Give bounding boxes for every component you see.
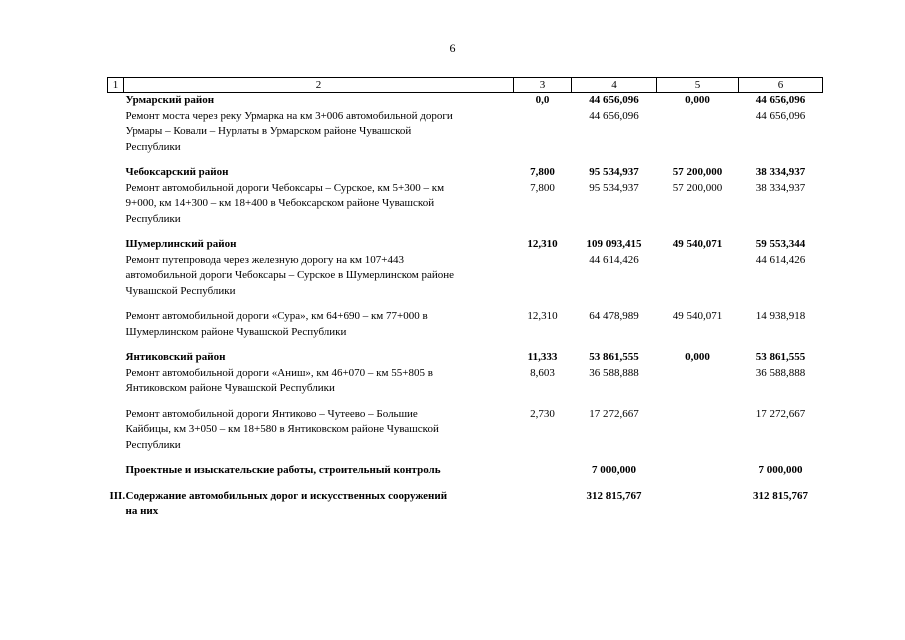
header-col-2: 2 xyxy=(124,78,514,93)
length-km-cell: 12,310 xyxy=(527,310,558,322)
header-col-4: 4 xyxy=(572,78,657,93)
length-km-cell: 7,800 xyxy=(530,181,555,194)
federal-amount-cell xyxy=(657,253,739,300)
regional-amount-cell: 312 815,767 xyxy=(753,489,808,502)
regional-amount-cell: 14 938,918 xyxy=(755,310,806,322)
header-col-3: 3 xyxy=(514,78,572,93)
spacer-cell xyxy=(108,479,823,489)
total-amount-cell: 44 656,096 xyxy=(589,94,639,106)
row-number xyxy=(108,309,124,340)
federal-amount-cell xyxy=(657,366,739,397)
length-km-cell: 7,800 xyxy=(530,166,555,178)
total-amount-cell: 7 000,000 xyxy=(592,464,636,476)
federal-amount-cell xyxy=(657,407,739,454)
regional-amount-cell: 17 272,667 xyxy=(755,407,806,420)
regional-amount-cell: 44 614,426 xyxy=(755,253,806,266)
spacer-cell xyxy=(108,453,823,463)
row-description: Ремонт автомобильной дороги Чебоксары – Сурское, км 5+300 – км 9+000, км 14+300 – км 18+400 в Чебоксарском районе Чувашской Республики xyxy=(125,181,445,225)
regional-amount-cell: 7 000,000 xyxy=(758,464,803,476)
row-number xyxy=(108,350,124,366)
total-amount-cell: 44 614,426 xyxy=(589,253,639,266)
total-amount-cell: 95 534,937 xyxy=(589,166,639,178)
row-number xyxy=(108,463,124,479)
row-number xyxy=(108,407,124,454)
district-name: Янтиковский район xyxy=(125,351,226,363)
section-row xyxy=(108,489,823,520)
spacer-cell xyxy=(108,155,823,165)
total-amount-cell: 64 478,989 xyxy=(589,310,639,322)
length-km-cell xyxy=(514,253,572,300)
length-km-cell: 8,603 xyxy=(530,366,555,379)
federal-amount-cell: 49 540,071 xyxy=(672,310,723,322)
row-description: Ремонт автомобильной дороги «Аниш», км 46+070 – км 55+805 в Янтиковском районе Чувашской Республики xyxy=(125,366,433,394)
total-amount-cell: 95 534,937 xyxy=(589,181,639,194)
table-row xyxy=(108,181,823,228)
federal-amount-cell xyxy=(657,489,739,520)
spacer-cell xyxy=(108,340,823,350)
district-row xyxy=(108,93,823,109)
spacer-row xyxy=(108,479,823,489)
row-description: Ремонт путепровода через железную дорогу на км 107+443 автомобильной дороги Чебоксары – Сурское в Шумерлинском районе Чувашской Республики xyxy=(125,253,455,297)
row-number xyxy=(108,109,124,156)
table-body xyxy=(108,93,823,520)
length-km-cell xyxy=(514,109,572,156)
district-name: Шумерлинский район xyxy=(125,238,237,250)
page-number: 6 xyxy=(449,41,456,55)
length-km-cell: 12,310 xyxy=(527,238,558,250)
federal-amount-cell: 57 200,000 xyxy=(672,166,723,178)
spacer-row xyxy=(108,227,823,237)
regional-amount-cell: 38 334,937 xyxy=(755,166,806,178)
total-amount-cell: 109 093,415 xyxy=(586,238,642,250)
spacer-row xyxy=(108,397,823,407)
row-number xyxy=(108,93,124,109)
table-row xyxy=(108,463,823,479)
length-km-cell xyxy=(514,463,572,479)
total-amount-cell: 36 588,888 xyxy=(589,366,639,379)
total-amount-cell: 44 656,096 xyxy=(589,109,639,122)
row-description: Ремонт моста через реку Урмарка на км 3+006 автомобильной дороги Урмары – Ковали – Нурлаты в Урмарском районе Чувашской Республики xyxy=(125,109,453,153)
header-col-5: 5 xyxy=(657,78,739,93)
district-row xyxy=(108,350,823,366)
row-number xyxy=(108,366,124,397)
row-number: III. xyxy=(109,489,126,502)
district-name: Урмарский район xyxy=(125,94,215,106)
spacer-row xyxy=(108,155,823,165)
spacer-row xyxy=(108,299,823,309)
total-amount-cell: 312 815,767 xyxy=(586,489,642,502)
total-amount-cell: 17 272,667 xyxy=(589,407,639,420)
district-row xyxy=(108,237,823,253)
total-amount-cell: 53 861,555 xyxy=(589,351,639,363)
regional-amount-cell: 44 656,096 xyxy=(755,109,806,122)
district-name: Чебоксарский район xyxy=(125,166,229,178)
federal-amount-cell xyxy=(657,463,739,479)
spacer-row xyxy=(108,340,823,350)
spacer-row xyxy=(108,453,823,463)
row-description: Проектные и изыскательские работы, строительный контроль xyxy=(125,464,441,476)
regional-amount-cell: 44 656,096 xyxy=(755,94,806,106)
table-row xyxy=(108,366,823,397)
row-description: Ремонт автомобильной дороги «Сура», км 64+690 – км 77+000 в Шумерлинском районе Чувашской Республики xyxy=(125,310,428,338)
header-col-6: 6 xyxy=(739,78,823,93)
federal-amount-cell: 0,000 xyxy=(685,94,710,106)
regional-amount-cell: 53 861,555 xyxy=(755,351,806,363)
table-row xyxy=(108,253,823,300)
budget-table xyxy=(107,77,823,520)
row-number xyxy=(108,253,124,300)
regional-amount-cell: 59 553,344 xyxy=(755,238,806,250)
federal-amount-cell xyxy=(657,109,739,156)
regional-amount-cell: 36 588,888 xyxy=(755,366,806,379)
row-description: Содержание автомобильных дорог и искусственных сооружений на них xyxy=(125,489,448,517)
length-km-cell: 2,730 xyxy=(530,407,555,420)
spacer-cell xyxy=(108,299,823,309)
length-km-cell: 0,0 xyxy=(535,94,550,106)
district-row xyxy=(108,165,823,181)
regional-amount-cell: 38 334,937 xyxy=(755,181,806,194)
row-description: Ремонт автомобильной дороги Янтиково – Чутеево – Большие Кайбицы, км 3+050 – км 18+580 в Янтиковском районе Чувашской Республики xyxy=(125,407,439,451)
federal-amount-cell: 57 200,000 xyxy=(672,181,723,194)
row-number xyxy=(108,237,124,253)
length-km-cell xyxy=(514,489,572,520)
row-number xyxy=(108,181,124,228)
header-row xyxy=(108,78,823,93)
table-row xyxy=(108,109,823,156)
spacer-cell xyxy=(108,227,823,237)
header-col-1: 1 xyxy=(108,78,124,93)
federal-amount-cell: 49 540,071 xyxy=(672,238,723,250)
table-row xyxy=(108,407,823,454)
federal-amount-cell: 0,000 xyxy=(685,351,710,363)
row-number xyxy=(108,165,124,181)
length-km-cell: 11,333 xyxy=(527,351,558,363)
spacer-cell xyxy=(108,397,823,407)
table-row xyxy=(108,309,823,340)
